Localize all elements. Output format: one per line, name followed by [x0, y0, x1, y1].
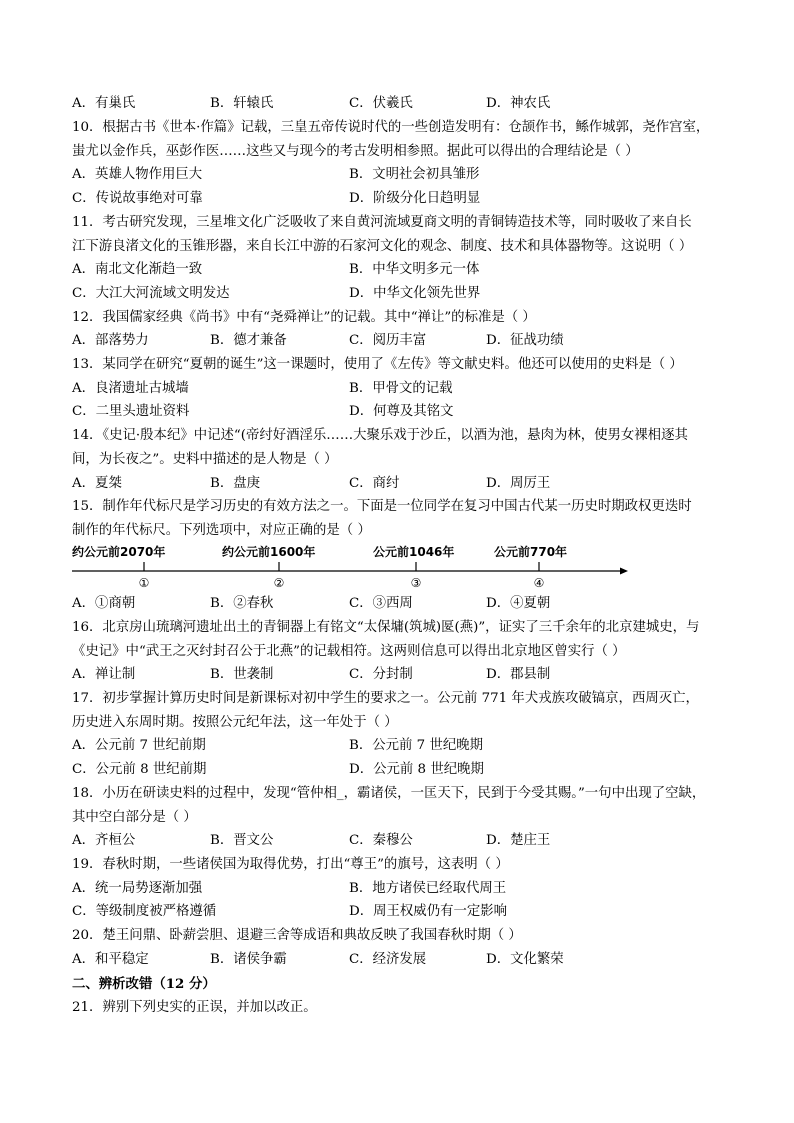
q18-option-c: C．秦穆公 [349, 833, 413, 848]
q13-option-c: C．二里头遗址资料 [72, 404, 190, 419]
q10-stem-line1: 10．根据古书《世本·作篇》记载，三皇五帝传说时代的一些创造发明有：仓颉作书，鲧作城郭，尧作宫室， [72, 120, 710, 135]
q12-options [72, 330, 722, 352]
section-2-title: 二、辨析改错（12 分） [72, 976, 216, 992]
timeline-mark-2: ② [273, 576, 285, 590]
q10-stem-line2: 蚩尤以金作兵，巫彭作医……这些又与现今的考古发明相参照。据此可以得出的合理结论是（ ） [72, 144, 639, 159]
q10-option-c: C．传说故事绝对可靠 [72, 191, 203, 206]
q15-options [72, 593, 722, 615]
q16-options [72, 664, 722, 686]
q19-stem: 19．春秋时期，一些诸侯国为取得优势，打出“尊王”的旗号，这表明（ ） [72, 857, 509, 872]
q18-stem-line1: 18．小历在研读史料的过程中，发现“管仲相_，霸诸侯，一匡天下，民到于今受其赐。”一句中出现了空缺， [72, 786, 706, 801]
q16-stem-line1: 16．北京房山琉璃河遗址出土的青铜器上有铭文“太保墉(筑城)匽(燕)”，证实了三千余年的北京建城史，与 [72, 620, 700, 635]
q15-stem-line1: 15．制作年代标尺是学习历史的有效方法之一。下面是一位同学在复习中国古代某一历史时期政权更迭时 [72, 499, 692, 514]
q12-option-c: C．阅历丰富 [349, 333, 427, 348]
q13-options-row2 [72, 401, 722, 423]
timeline-label-2: 约公元前1600年 [222, 545, 316, 559]
q18-options [72, 830, 722, 852]
q14-stem-line2: 间，为长夜之”。史料中描述的是人物是（ ） [72, 452, 338, 467]
q19-option-a: A．统一局势逐渐加强 [72, 881, 203, 896]
q11-options-row1 [72, 259, 722, 281]
q17-option-b: B．公元前 7 世纪晚期 [349, 738, 483, 753]
q16-option-c: C．分封制 [349, 667, 413, 682]
q16-option-b: B．世袭制 [210, 667, 274, 682]
q14-option-a: A．夏桀 [72, 476, 122, 491]
q11-option-c: C．大江大河流域文明发达 [72, 286, 230, 301]
q20-option-b: B．诸侯争霸 [210, 952, 287, 967]
q9-option-d: D．神农氏 [486, 96, 551, 111]
q12-option-b: B．德才兼备 [210, 333, 287, 348]
q11-option-a: A．南北文化渐趋一致 [72, 262, 203, 277]
q17-option-a: A．公元前 7 世纪前期 [72, 738, 206, 753]
q17-option-d: D．公元前 8 世纪晚期 [349, 762, 484, 777]
q11-option-d: D．中华文化领先世界 [349, 286, 481, 301]
q11-options-row2 [72, 283, 722, 305]
q10-options-row2 [72, 188, 722, 210]
q17-stem-line2: 历史进入东周时期。按照公元纪年法，这一年处于（ ） [72, 715, 398, 730]
q20-options [72, 949, 722, 971]
q10-options-row1 [72, 164, 722, 186]
q15-option-a: A．①商朝 [72, 596, 136, 611]
q19-options-row1 [72, 878, 722, 900]
q11-stem-line1: 11．考古研究发现，三星堆文化广泛吸收了来自黄河流域夏商文明的青铜铸造技术等，同时吸收了来自长 [72, 215, 692, 230]
q19-option-b: B．地方诸侯已经取代周王 [349, 881, 507, 896]
timeline-svg [72, 540, 632, 594]
q15-option-c: C．③西周 [349, 596, 413, 611]
q11-stem-line2: 江下游良渚文化的玉锥形器，来自长江中游的石家河文化的观念、制度、技术和具体器物等。这说明（ ） [72, 239, 693, 254]
q13-option-d: D．何尊及其铭文 [349, 404, 454, 419]
q15-stem-line2: 制作的年代标尺。下列选项中，对应正确的是（ ） [72, 523, 371, 538]
q18-stem-line2: 其中空白部分是（ ） [72, 810, 197, 825]
timeline-arrow-icon [620, 568, 628, 575]
q15-option-d: D．④夏朝 [486, 596, 551, 611]
q16-stem-line2: 《史记》中“武王之灭纣封召公于北燕”的记载相符。这两则信息可以得出北京地区曾实行（ ） [72, 644, 626, 659]
q11-option-b: B．中华文明多元一体 [349, 262, 480, 277]
q14-option-b: B．盘庚 [210, 476, 261, 491]
q19-option-d: D．周王权威仍有一定影响 [349, 904, 508, 919]
q18-option-b: B．晋文公 [210, 833, 274, 848]
q20-option-d: D．文化繁荣 [486, 952, 564, 967]
timeline-mark-1: ① [138, 576, 150, 590]
q9-option-a: A．有巢氏 [72, 96, 136, 111]
q13-stem: 13．某同学在研究“夏朝的诞生”这一课题时，使用了《左传》等文献史料。他还可以使用的史料是（ ） [72, 357, 683, 372]
q14-stem-line1: 14．《史记·殷本纪》中记述“(帝纣好酒淫乐……大聚乐戏于沙丘，以酒为池，悬肉为林，使男女裸相逐其 [72, 428, 688, 443]
q15-option-b: B．②春秋 [210, 596, 274, 611]
q19-option-c: C．等级制度被严格遵循 [72, 904, 217, 919]
q17-options-row2 [72, 759, 722, 781]
q18-option-d: D．楚庄王 [486, 833, 551, 848]
q21-stem: 21．辨别下列史实的正误，并加以改正。 [72, 1000, 317, 1015]
timeline-ruler [72, 540, 632, 594]
q17-stem-line1: 17．初步掌握计算历史时间是新课标对初中学生的要求之一。公元前 771 年犬戎族攻破镐京，西周灭亡， [72, 691, 699, 706]
q19-options-row2 [72, 901, 722, 923]
q17-option-c: C．公元前 8 世纪前期 [72, 762, 207, 777]
q14-option-c: C．商纣 [349, 476, 400, 491]
q12-stem: 12．我国儒家经典《尚书》中有“尧舜禅让”的记载。其中“禅让”的标准是（ ） [72, 310, 536, 325]
q10-option-d: D．阶级分化日趋明显 [349, 191, 481, 206]
timeline-mark-3: ③ [410, 576, 422, 590]
q12-option-d: D．征战功绩 [486, 333, 564, 348]
q14-options [72, 473, 722, 495]
timeline-mark-4: ④ [533, 576, 545, 590]
q20-option-a: A．和平稳定 [72, 952, 149, 967]
q10-option-b: B．文明社会初具雏形 [349, 167, 480, 182]
q13-options-row1 [72, 378, 722, 400]
q20-stem: 20．楚王问鼎、卧薪尝胆、退避三舍等成语和典故反映了我国春秋时期（ ） [72, 928, 522, 943]
q14-option-d: D．周厉王 [486, 476, 551, 491]
q10-option-a: A．英雄人物作用巨大 [72, 167, 203, 182]
q16-option-a: A．禅让制 [72, 667, 136, 682]
q13-option-b: B．甲骨文的记载 [349, 381, 453, 396]
q9-option-b: B．轩辕氏 [210, 96, 274, 111]
q9-options [72, 93, 722, 115]
timeline-label-1: 约公元前2070年 [72, 545, 166, 559]
q18-option-a: A．齐桓公 [72, 833, 136, 848]
q20-option-c: C．经济发展 [349, 952, 427, 967]
q17-options-row1 [72, 735, 722, 757]
q9-option-c: C．伏羲氏 [349, 96, 413, 111]
timeline-label-4: 公元前770年 [494, 545, 568, 559]
timeline-label-3: 公元前1046年 [373, 545, 455, 559]
q13-option-a: A．良渚遗址古城墙 [72, 381, 189, 396]
q16-option-d: D．郡县制 [486, 667, 551, 682]
q12-option-a: A．部落势力 [72, 333, 149, 348]
